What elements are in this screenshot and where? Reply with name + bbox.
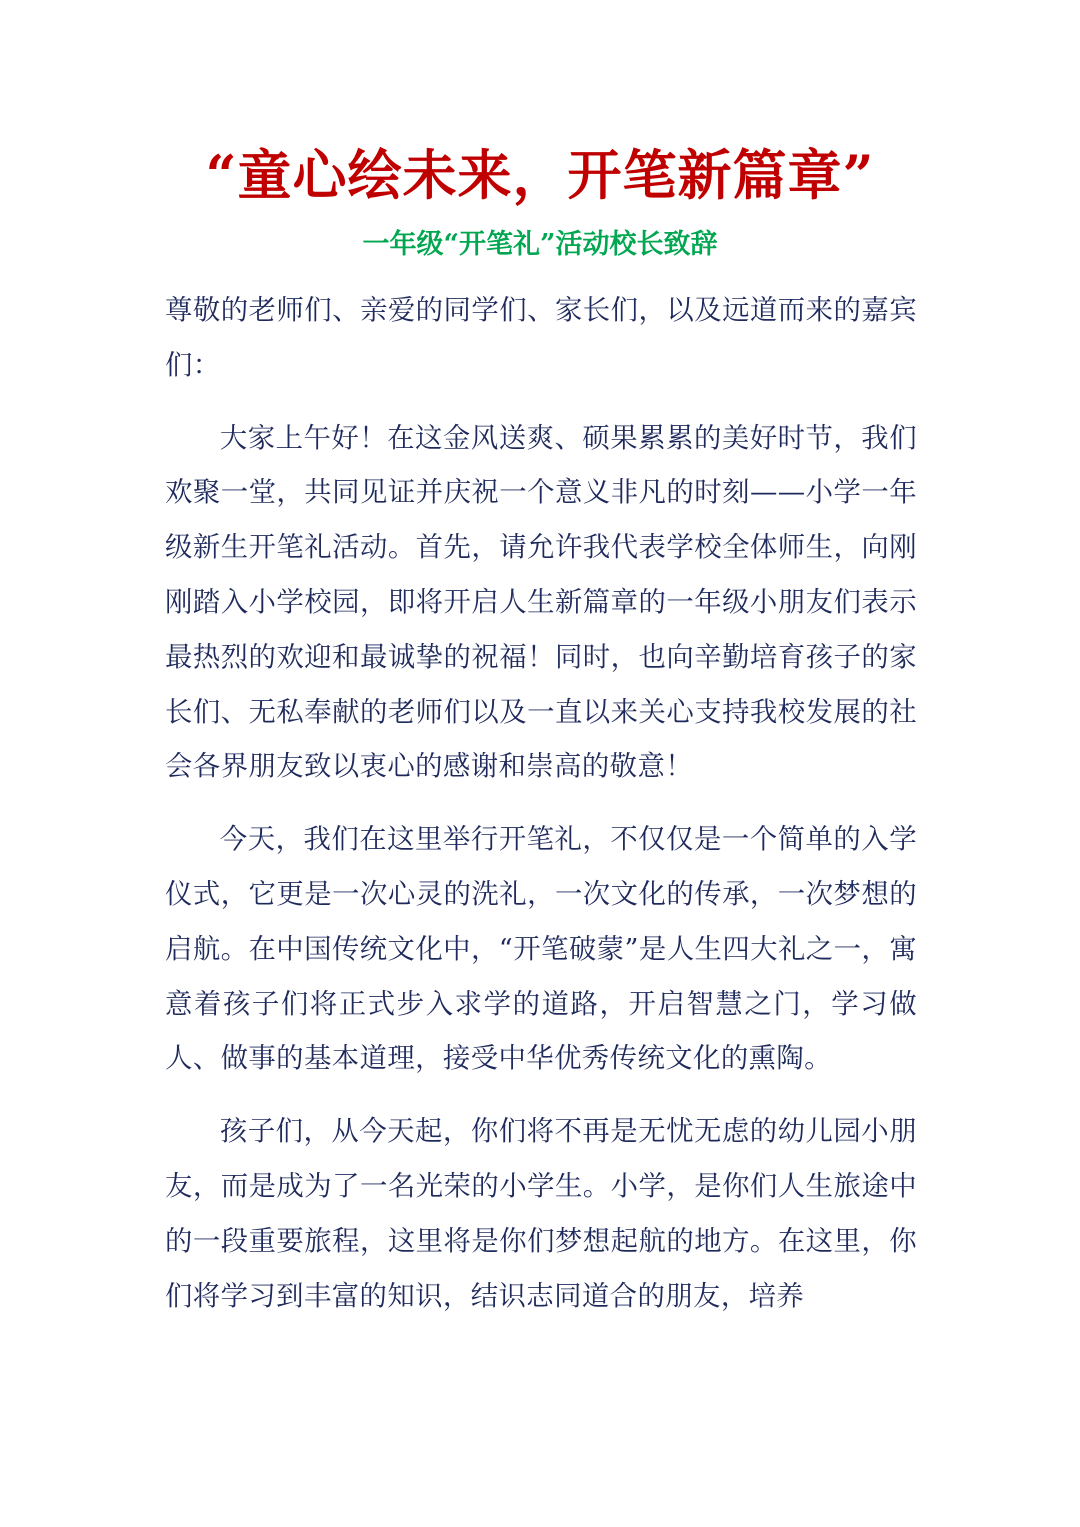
document-subtitle: 一年级“开笔礼”活动校长致辞 [362, 229, 718, 260]
paragraph-3: 孩子们，从今天起，你们将不再是无忧无虑的幼儿园小朋友，而是成为了一名光荣的小学生。小学，是你们人生旅途中的一段重要旅程，这里将是你们梦想起航的地方。在这里，你们将学习到丰富的知识，结识志同道合的朋友，培养 [165, 1116, 917, 1312]
document-title: “童心绘未来，开笔新篇章” [205, 143, 875, 207]
paragraph-1: 大家上午好！在这金风送爽、硕果累累的美好时节，我们欢聚一堂，共同见证并庆祝一个意义非凡的时刻——小学一年级新生开笔礼活动。首先，请允许我代表学校全体师生，向刚刚踏入小学校园，即将开启人生新篇章的一年级小朋友们表示最热烈的欢迎和最诚挚的祝福！同时，也向辛勤培育孩子的家长们、无私奉献的老师们以及一直以来关心支持我校发展的社会各界朋友致以衷心的感谢和崇高的敬意！ [165, 422, 917, 783]
document-body [165, 284, 917, 1342]
salutation: 尊敬的老师们、亲爱的同学们、家长们，以及远道而来的嘉宾们： [165, 295, 917, 381]
paragraph-2: 今天，我们在这里举行开笔礼，不仅仅是一个简单的入学仪式，它更是一次心灵的洗礼，一次文化的传承，一次梦想的启航。在中国传统文化中，“开笔破蒙”是人生四大礼之一，寓意着孩子们将正式步入求学的道路，开启智慧之门，学习做人、做事的基本道理，接受中华优秀传统文化的熏陶。 [165, 824, 917, 1075]
